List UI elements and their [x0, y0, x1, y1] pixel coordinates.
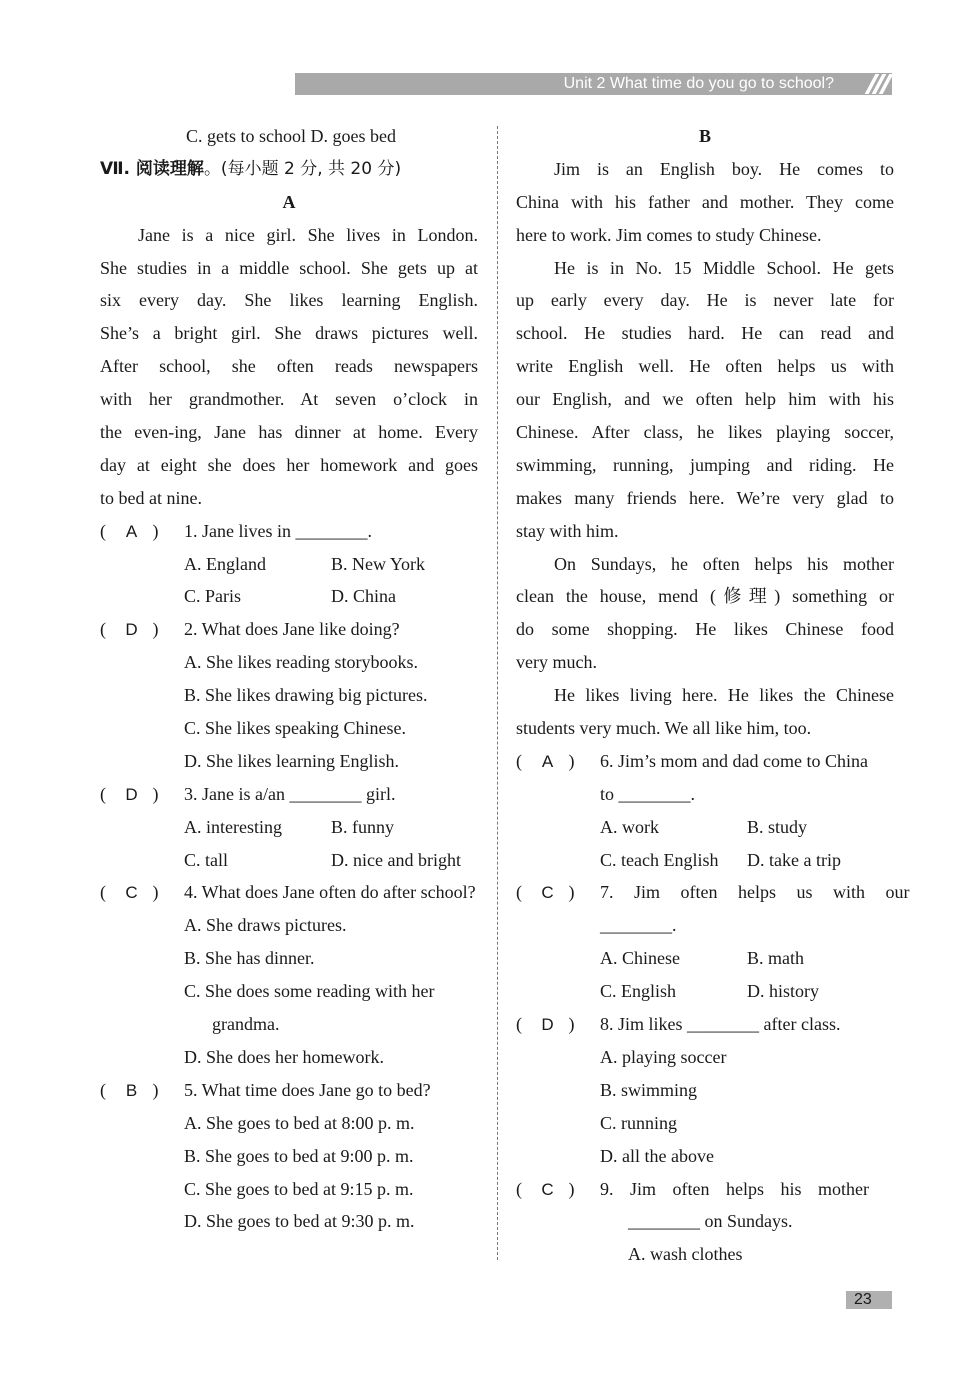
right-column [516, 120, 910, 1271]
section-note: 。(每小题 2 分, 共 20 分) [203, 158, 402, 179]
passage-line: students very much. We all like him, too. [516, 718, 812, 739]
option: B. She has dinner. [184, 948, 315, 969]
question-stem-continued: to ________. [600, 783, 696, 804]
option: D. She likes learning English. [184, 750, 399, 771]
answer-4: C [125, 883, 138, 903]
passage-line: makes many friends here. We’re very glad to [516, 487, 894, 508]
answer-6: A [541, 751, 554, 771]
passage-line: to bed at nine. [100, 487, 202, 508]
option: A. She draws pictures. [184, 915, 347, 936]
question-3: ( D ) 3. Jane is a/an ________ girl. [100, 778, 478, 811]
option: A. Chinese [600, 948, 680, 969]
passage-line: write English well. He often helps us with [516, 356, 894, 377]
passage-line: do some shopping. He likes Chinese food [516, 619, 894, 640]
question-stem-continued: ________. [600, 915, 677, 936]
question-6: ( A ) 6. Jim’s mom and dad come to China [516, 745, 894, 778]
passage-line: six every day. She likes learning English. [100, 290, 478, 311]
question-1: ( A ) 1. Jane lives in ________. [100, 515, 478, 548]
option: C. She does some reading with her [184, 981, 435, 1002]
option: D. all the above [600, 1145, 714, 1166]
passage-b [516, 153, 894, 745]
passage-line: She’s a bright girl. She draws pictures well. [100, 323, 478, 344]
passage-line: up early every day. He is never late for [516, 290, 894, 311]
header-slash-decoration [870, 73, 888, 95]
passage-line: the even-ing, Jane has dinner at home. Every [100, 422, 478, 443]
answer-2: D [125, 620, 138, 640]
question-stem: 3. Jane is a/an ________ girl. [184, 783, 396, 804]
passage-line: day at eight she does her homework and goes [100, 454, 478, 475]
option: A. She goes to bed at 8:00 p. m. [184, 1112, 415, 1133]
question-stem: 4. What does Jane often do after school? [184, 882, 476, 903]
question-stem-continued: ________ on Sundays. [628, 1211, 793, 1232]
option: B. study [747, 816, 808, 837]
page-number: 23 [854, 1291, 872, 1308]
option: D. nice and bright [331, 849, 461, 870]
option: A. playing soccer [600, 1046, 727, 1067]
option: C. English [600, 981, 677, 1002]
options-row [516, 844, 894, 877]
passage-line: with her grandmother. At seven o’clock in [100, 389, 478, 410]
answer-5: B [125, 1080, 138, 1100]
question-2: ( D ) 2. What does Jane like doing? [100, 613, 478, 646]
passage-a [100, 219, 478, 515]
section-heading [100, 153, 478, 186]
option: B. She goes to bed at 9:00 p. m. [184, 1145, 414, 1166]
options-row [100, 548, 478, 581]
passage-line: China with his father and mother. They come [516, 191, 894, 212]
option: A. wash clothes [628, 1244, 743, 1265]
option: C. tall [184, 849, 228, 870]
question-8: ( D ) 8. Jim likes ________ after class. [516, 1008, 894, 1041]
passage-line: swimming, running, jumping and riding. He [516, 454, 894, 475]
option: A. work [600, 816, 659, 837]
question-stem: 8. Jim likes ________ after class. [600, 1014, 841, 1035]
passage-line: stay with him. [516, 520, 619, 541]
option: D. She goes to bed at 9:30 p. m. [184, 1211, 415, 1232]
answer-3: D [125, 784, 138, 804]
question-4: ( C ) 4. What does Jane often do after school? [100, 876, 478, 909]
options-row [516, 942, 894, 975]
option-continued: grandma. [212, 1014, 280, 1035]
question-7: ( C ) 7. Jim often helps us with our [516, 876, 894, 909]
options-row [100, 844, 478, 877]
option: A. England [184, 553, 266, 574]
option: D. take a trip [747, 849, 841, 870]
passage-b-title: B [698, 126, 711, 146]
question-stem: 6. Jim’s mom and dad come to China [600, 750, 868, 771]
option: D. history [747, 981, 819, 1002]
question-5: ( B ) 5. What time does Jane go to bed? [100, 1074, 478, 1107]
passage-line: very much. [516, 652, 597, 673]
question-stem: 2. What does Jane like doing? [184, 619, 400, 640]
question-stem: 9. Jim often helps his mother [600, 1178, 869, 1199]
question-stem: 1. Jane lives in ________. [184, 520, 372, 541]
passage-line: Jim is an English boy. He comes to [554, 158, 894, 179]
passage-line: On Sundays, he often helps his mother [554, 553, 894, 574]
options-row [100, 580, 478, 613]
question-stem: 5. What time does Jane go to bed? [184, 1079, 431, 1100]
carry-over-option: C. gets to school D. goes bed [186, 126, 396, 146]
passage-a-title: A [282, 191, 296, 212]
answer-8: D [541, 1015, 554, 1035]
unit-title: Unit 2 What time do you go to school? [563, 75, 834, 92]
options-row [100, 811, 478, 844]
passage-line: clean the house, mend (修理) something or [516, 586, 894, 607]
option: C. She goes to bed at 9:15 p. m. [184, 1178, 414, 1199]
passage-line: our English, and we often help him with his [516, 389, 894, 410]
option: A. She likes reading storybooks. [184, 652, 418, 673]
options-row [516, 811, 894, 844]
passage-line: He likes living here. He likes the Chinese [554, 685, 894, 706]
left-column [100, 120, 478, 1238]
option: A. interesting [184, 816, 282, 837]
page-number-badge [846, 1291, 892, 1309]
option: C. She likes speaking Chinese. [184, 718, 406, 739]
option: B. She likes drawing big pictures. [184, 685, 428, 706]
passage-line: here to work. Jim comes to study Chinese. [516, 224, 822, 245]
question-stem: 7. Jim often helps us with our [600, 882, 910, 903]
option: B. funny [331, 816, 394, 837]
passage-line: school. He studies hard. He can read and [516, 323, 894, 344]
option: B. New York [331, 553, 426, 574]
passage-line: She studies in a middle school. She gets up at [100, 257, 478, 278]
options-row [516, 975, 894, 1008]
passage-line: Jane is a nice girl. She lives in London. [138, 224, 478, 245]
option: D. China [331, 586, 396, 607]
header-bar [295, 73, 892, 95]
option: C. running [600, 1112, 678, 1133]
option: C. teach English [600, 849, 719, 870]
option: C. Paris [184, 586, 242, 607]
option: B. swimming [600, 1079, 698, 1100]
answer-7: C [541, 883, 554, 903]
section-title: Ⅶ. 阅读理解 [100, 158, 204, 179]
passage-line: Chinese. After class, he likes playing soccer, [516, 422, 894, 443]
answer-1: A [125, 521, 138, 541]
passage-line: After school, she often reads newspapers [100, 356, 478, 377]
option: B. math [747, 948, 804, 969]
question-9: ( C ) 9. Jim often helps his mother [516, 1173, 894, 1206]
passage-line: He is in No. 15 Middle School. He gets [554, 257, 894, 278]
option: D. She does her homework. [184, 1046, 384, 1067]
answer-9: C [541, 1179, 554, 1199]
column-divider [497, 126, 498, 1260]
